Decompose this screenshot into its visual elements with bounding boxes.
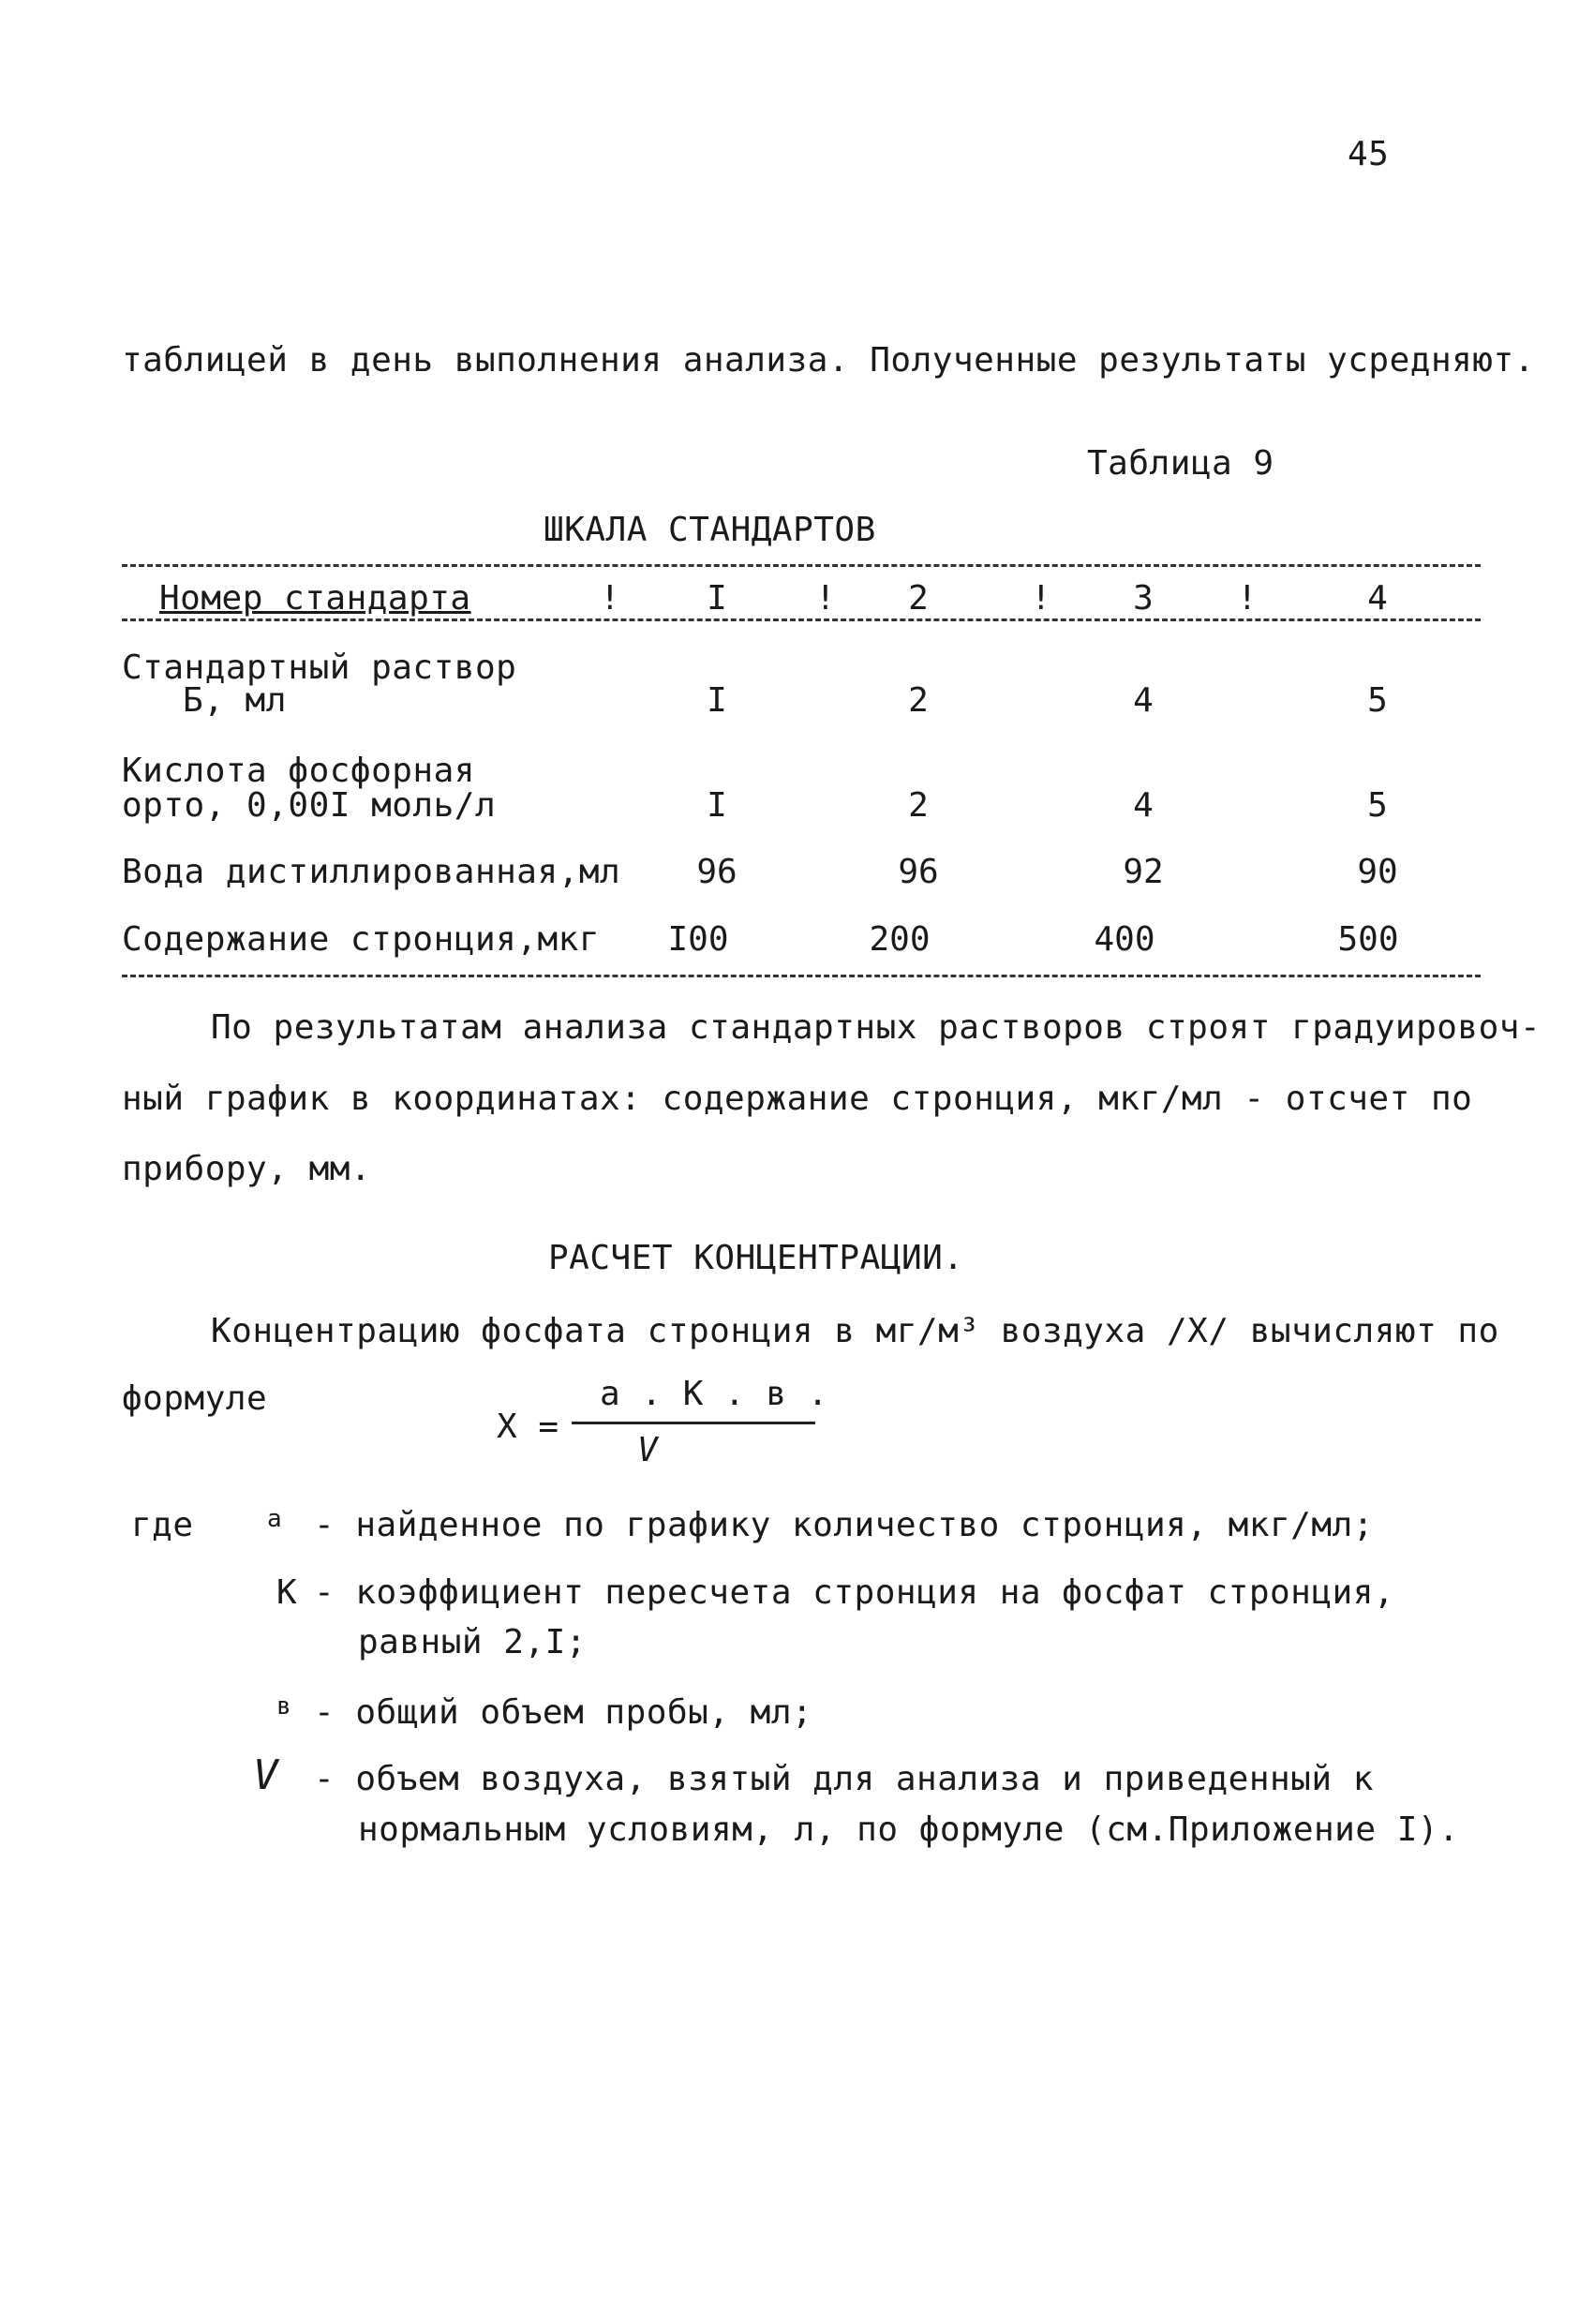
header-separator: ! <box>815 579 836 618</box>
table-cell: 96 <box>898 853 939 891</box>
body-paragraph: формуле <box>122 1379 268 1418</box>
table-cell: 400 <box>1094 920 1155 959</box>
row-label-cont: Б, мл <box>183 681 287 720</box>
legend-where: где <box>131 1506 194 1544</box>
header-separator: ! <box>1031 579 1051 618</box>
legend-text-cont: равный 2,I; <box>358 1623 587 1661</box>
table-top-rule <box>122 564 1481 567</box>
table-title: ШКАЛА СТАНДАРТОВ <box>544 511 876 549</box>
legend-text: - объем воздуха, взятый для анализа и приведенный к <box>314 1760 1374 1798</box>
table-cell: 92 <box>1123 853 1164 891</box>
table-cell: 4 <box>1133 786 1154 825</box>
intro-text: таблицей в день выполнения анализа. Полученные результаты усредняют. <box>122 341 1535 380</box>
table-label: Таблица 9 <box>1087 444 1274 483</box>
header-separator: ! <box>600 579 620 618</box>
row-label: Вода дистиллированная,мл <box>122 853 621 891</box>
row-label: Стандартный раствор <box>122 648 517 687</box>
body-paragraph: ный график в координатах: содержание стронция, мкг/мл - отсчет по <box>122 1080 1473 1118</box>
row-label: Содержание стронция,мкг <box>122 920 600 959</box>
table-cell: I <box>707 681 727 720</box>
legend-text: - найденное по графику количество стронция, мкг/мл; <box>314 1506 1374 1544</box>
formula-numerator: а . К . в . <box>600 1375 828 1413</box>
header-rule <box>122 618 1481 621</box>
table-cell: 4 <box>1133 681 1154 720</box>
legend-text: - коэффициент пересчета стронция на фосфат стронция, <box>314 1573 1395 1612</box>
table-cell: I00 <box>667 920 729 959</box>
legend-text-cont: нормальным условиям, л, по формуле (см.Приложение I). <box>358 1810 1460 1849</box>
table-cell: 2 <box>908 786 929 825</box>
table-cell: 200 <box>869 920 931 959</box>
header-col-4: 4 <box>1367 579 1388 618</box>
table-cell: 96 <box>696 853 737 891</box>
legend-text: - общий объем пробы, мл; <box>314 1693 813 1732</box>
section-title: РАСЧЕТ КОНЦЕНТРАЦИИ. <box>548 1239 964 1277</box>
legend-symbol: V <box>253 1751 278 1799</box>
formula-denominator: V <box>637 1431 659 1469</box>
header-col-3: 3 <box>1133 579 1154 618</box>
header-col-2: 2 <box>908 579 929 618</box>
body-paragraph: прибору, мм. <box>122 1150 372 1188</box>
table-cell: 5 <box>1367 681 1388 720</box>
legend-symbol: К <box>276 1573 298 1612</box>
page-number: 45 <box>1348 135 1390 173</box>
table-cell: 5 <box>1367 786 1388 825</box>
formula-lhs: Х = <box>497 1408 559 1446</box>
legend-symbol: в <box>276 1692 292 1721</box>
body-paragraph: Концентрацию фосфата стронция в мг/м³ воздуха /Х/ вычисляют по <box>211 1312 1499 1350</box>
row-label-cont: орто, 0,00I моль/л <box>122 786 497 825</box>
legend-symbol: а <box>267 1505 283 1533</box>
table-cell: 500 <box>1337 920 1399 959</box>
body-paragraph: По результатам анализа стандартных растворов строят градуировоч- <box>211 1008 1542 1047</box>
header-row-label: Номер стандарта <box>159 579 471 618</box>
table-cell: 90 <box>1357 853 1398 891</box>
table-cell: 2 <box>908 681 929 720</box>
row-label: Кислота фосфорная <box>122 752 475 790</box>
table-bottom-rule <box>122 975 1481 977</box>
table-cell: I <box>707 786 727 825</box>
header-col-1: I <box>707 579 727 618</box>
header-separator: ! <box>1237 579 1258 618</box>
fraction-line <box>572 1422 815 1424</box>
